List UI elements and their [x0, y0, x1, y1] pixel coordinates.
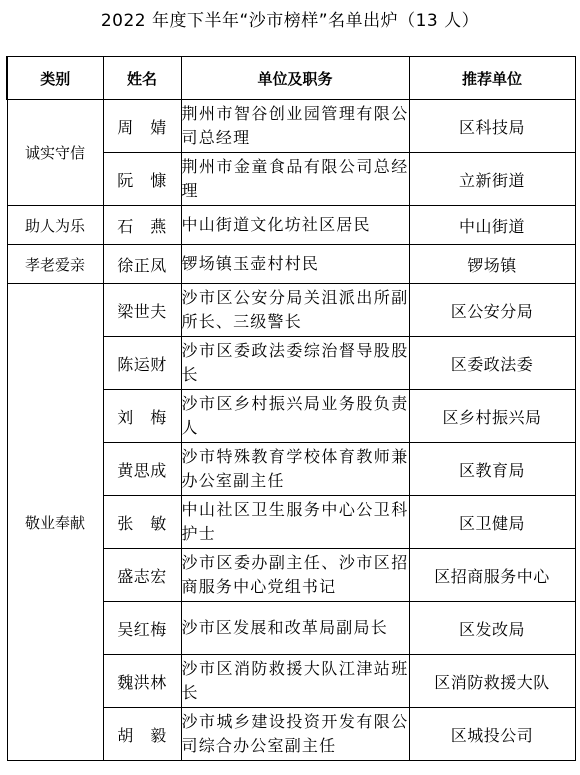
table-row — [7, 100, 575, 153]
name-cell: 梁世夫 — [103, 284, 181, 337]
name-cell: 魏洪林 — [103, 655, 181, 708]
roster-table — [6, 56, 576, 761]
position-cell: 中山街道文化坊社区居民 — [181, 206, 409, 245]
page-title: 2022 年度下半年“沙市榜样”名单出炉（13 人） — [100, 11, 480, 31]
recommender-cell: 区招商服务中心 — [409, 549, 575, 602]
recommender-cell: 区城投公司 — [409, 708, 575, 761]
recommender-cell: 区委政法委 — [409, 337, 575, 390]
table-row — [7, 245, 575, 284]
category-dedication: 敬业奉献 — [7, 284, 103, 761]
name-cell: 张 敏 — [103, 496, 181, 549]
recommender-cell: 锣场镇 — [409, 245, 575, 284]
category-filial: 孝老爱亲 — [7, 245, 103, 284]
name-cell: 胡 毅 — [103, 708, 181, 761]
name-cell: 盛志宏 — [103, 549, 181, 602]
name-cell: 阮 慷 — [103, 153, 181, 206]
name-cell: 刘 梅 — [103, 390, 181, 443]
position-cell: 沙市区消防救援大队江津站班长 — [181, 655, 409, 708]
header-name: 姓名 — [103, 57, 181, 100]
position-cell: 中山社区卫生服务中心公卫科护士 — [181, 496, 409, 549]
position-cell: 沙市区乡村振兴局业务股负责人 — [181, 390, 409, 443]
name-cell: 吴红梅 — [103, 602, 181, 655]
name-cell: 黄思成 — [103, 443, 181, 496]
position-cell: 沙市区公安分局关沮派出所副所长、三级警长 — [181, 284, 409, 337]
position-cell: 沙市区委办副主任、沙市区招商服务中心党组书记 — [181, 549, 409, 602]
header-category: 类别 — [7, 57, 103, 100]
name-cell: 周 婧 — [103, 100, 181, 153]
position-cell: 沙市特殊教育学校体育教师兼办公室副主任 — [181, 443, 409, 496]
position-cell: 荆州市金童食品有限公司总经理 — [181, 153, 409, 206]
header-recommender: 推荐单位 — [409, 57, 575, 100]
recommender-cell: 区公安分局 — [409, 284, 575, 337]
table-row — [7, 284, 575, 337]
recommender-cell: 区卫健局 — [409, 496, 575, 549]
recommender-cell: 区教育局 — [409, 443, 575, 496]
recommender-cell: 立新街道 — [409, 153, 575, 206]
header-position: 单位及职务 — [181, 57, 409, 100]
name-cell: 石 燕 — [103, 206, 181, 245]
name-cell: 陈运财 — [103, 337, 181, 390]
position-cell: 沙市区委政法委综治督导股股长 — [181, 337, 409, 390]
table-header-row — [7, 57, 575, 100]
category-honesty: 诚实守信 — [7, 100, 103, 206]
recommender-cell: 区消防救援大队 — [409, 655, 575, 708]
position-cell: 沙市城乡建设投资开发有限公司综合办公室副主任 — [181, 708, 409, 761]
position-cell: 沙市区发展和改革局副局长 — [181, 602, 409, 655]
recommender-cell: 中山街道 — [409, 206, 575, 245]
name-cell: 徐正凤 — [103, 245, 181, 284]
recommender-cell: 区科技局 — [409, 100, 575, 153]
position-cell: 荆州市智谷创业园管理有限公司总经理 — [181, 100, 409, 153]
position-cell: 锣场镇玉壶村村民 — [181, 245, 409, 284]
category-helping: 助人为乐 — [7, 206, 103, 245]
recommender-cell: 区乡村振兴局 — [409, 390, 575, 443]
table-row — [7, 206, 575, 245]
recommender-cell: 区发改局 — [409, 602, 575, 655]
